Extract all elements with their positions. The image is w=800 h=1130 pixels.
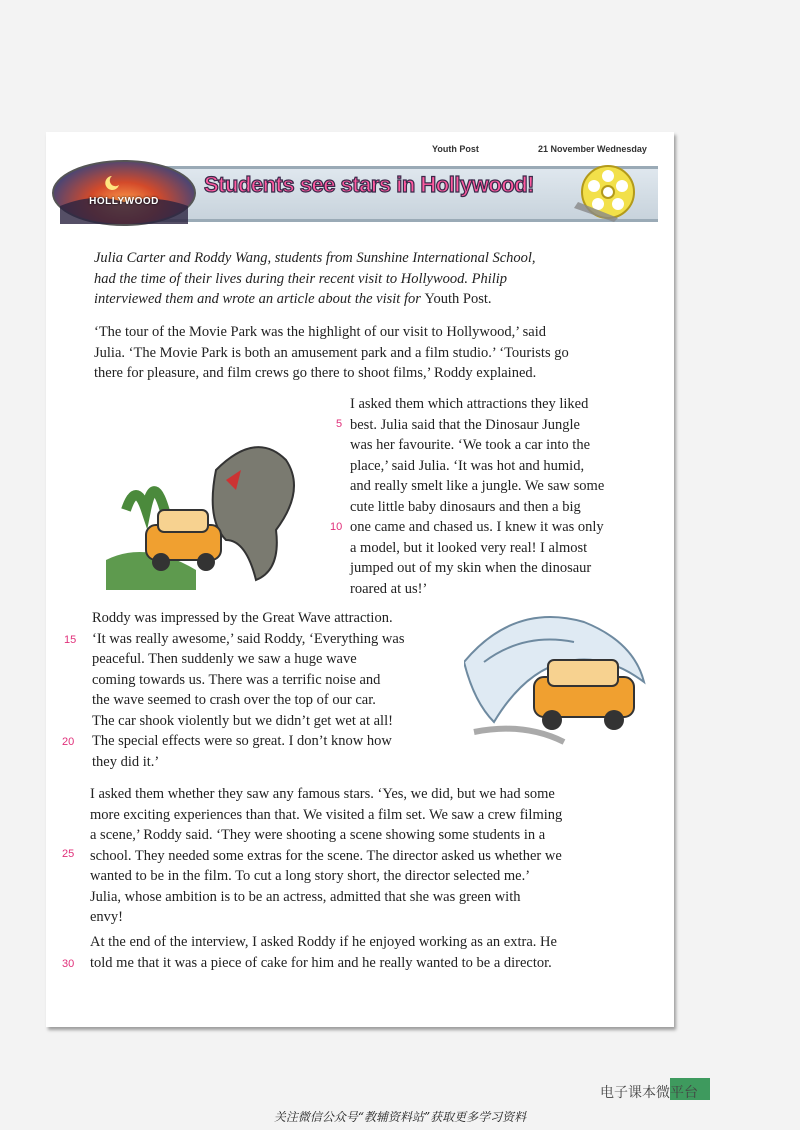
line-number: 10 <box>330 521 343 533</box>
intro-line: interviewed them and wrote an article about the visit for Youth Post. <box>94 291 492 307</box>
text-line: peaceful. Then suddenly we saw a huge wave <box>92 651 357 667</box>
textbook-page <box>46 132 674 1027</box>
line-number: 15 <box>64 634 77 646</box>
moon-icon <box>54 162 194 224</box>
intro-line: Julia Carter and Roddy Wang, students from Sunshine International School, <box>94 250 536 266</box>
logo-text: HOLLYWOOD <box>89 196 159 207</box>
text-line: jumped out of my skin when the dinosaur <box>350 560 592 576</box>
paragraph-3 <box>92 608 404 772</box>
intro-line: had the time of their lives during their recent visit to Hollywood. Philip <box>94 270 508 287</box>
text-line: cute little baby dinosaurs and then a big <box>350 498 581 515</box>
intro-paragraph <box>94 248 536 310</box>
text-line: best. Julia said that the Dinosaur Jungle <box>350 416 580 433</box>
text-line: a model, but it looked very real! I almost <box>350 539 588 556</box>
line-number: 25 <box>62 848 75 860</box>
text-line: told me that it was a piece of cake for him and he really wanted to be a director. <box>90 954 552 971</box>
text-line: I asked them whether they saw any famous stars. ‘Yes, we did, but we had some <box>90 786 555 802</box>
wave-car-illustration <box>464 602 654 752</box>
footer-note: 关注微信公众号“教辅资料站”获取更多学习资料 <box>273 1110 527 1124</box>
headline-banner <box>52 160 668 222</box>
text-line: coming towards us. There was a terrific noise and <box>92 671 381 688</box>
text-line: place,’ said Julia. ‘It was hot and humid, <box>350 457 585 474</box>
text-line: more exciting experiences than that. We visited a film set. We saw a crew filming <box>90 806 563 823</box>
text-line: Julia. ‘The Movie Park is both an amusement park and a film studio.’ ‘Tourists go <box>94 344 569 361</box>
paragraph-1 <box>94 322 569 384</box>
text-line: school. They needed some extras for the scene. The director asked us whether we <box>90 847 562 864</box>
text-line: The car shook violently but we didn’t get wet at all! <box>92 712 393 729</box>
paragraph-4 <box>90 784 562 928</box>
text-line: Roddy was impressed by the Great Wave attraction. <box>92 610 393 626</box>
line-number: 30 <box>62 958 75 970</box>
watermark: 电子课本微平台 <box>600 1085 698 1101</box>
text-line: one came and chased us. I knew it was only <box>350 519 604 535</box>
text-line: roared at us!’ <box>350 580 428 597</box>
text-line: Julia, whose ambition is to be an actress, admitted that she was green with <box>90 888 521 905</box>
text-line: envy! <box>90 909 124 925</box>
text-line: and really smelt like a jungle. We saw some <box>350 478 605 494</box>
paragraph-5 <box>90 932 557 973</box>
text-line: wanted to be in the film. To cut a long story short, the director selected me.’ <box>90 868 531 884</box>
publication-reference: Youth Post. <box>424 291 492 307</box>
film-reel-icon <box>568 162 664 222</box>
text-line: I asked them which attractions they liked <box>350 396 589 412</box>
line-number: 20 <box>62 736 75 748</box>
text-line: a scene,’ Roddy said. ‘They were shooting a scene showing some students in a <box>90 827 546 843</box>
text-line: there for pleasure, and film crews go there to shoot films,’ Roddy explained. <box>94 365 537 381</box>
page-title: Students see stars in Hollywood! <box>204 172 534 197</box>
publication-name: Youth Post <box>432 144 479 154</box>
text-line: The special effects were so great. I don’t know how <box>92 733 392 749</box>
text-line: ‘The tour of the Movie Park was the highlight of our visit to Hollywood,’ said <box>94 324 546 340</box>
paragraph-2 <box>350 394 604 599</box>
text-line: was her favourite. ‘We took a car into the <box>350 437 591 453</box>
text-line: they did it.’ <box>92 753 160 770</box>
dinosaur-car-illustration <box>106 430 316 590</box>
text-line: ‘It was really awesome,’ said Roddy, ‘Everything was <box>92 630 405 647</box>
text-line: At the end of the interview, I asked Roddy if he enjoyed working as an extra. He <box>90 934 557 950</box>
line-number: 5 <box>336 418 343 430</box>
publication-date: 21 November Wednesday <box>538 144 647 154</box>
hollywood-logo <box>52 160 196 226</box>
text-line: the wave seemed to crash over the top of our car. <box>92 692 376 708</box>
